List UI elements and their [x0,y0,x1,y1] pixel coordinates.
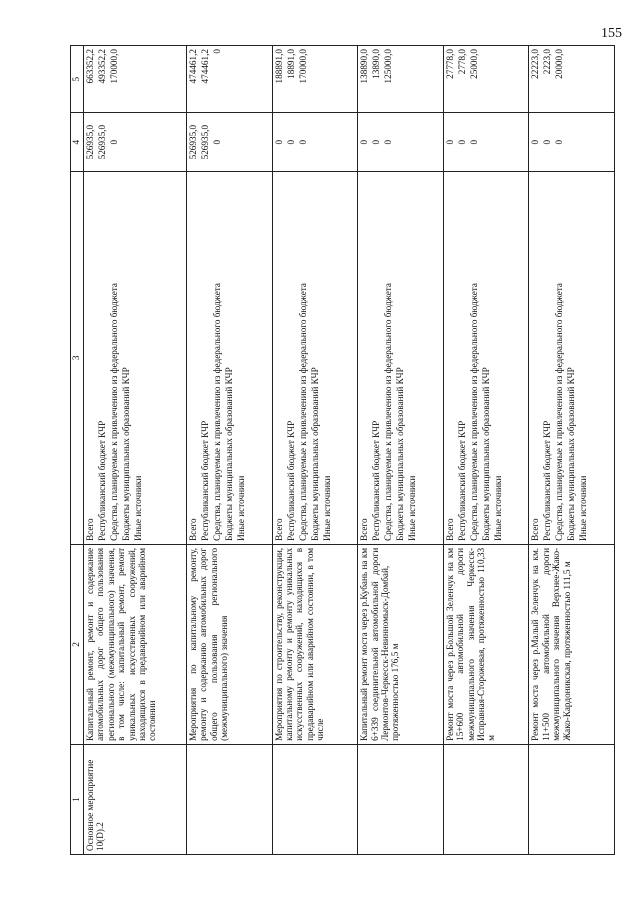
funding-source-cell-line: Средства, планируемые к привлечению из федерального бюджета [554,283,565,541]
value-col5-cell-line: 493352,2 [97,49,107,84]
funding-source-cell-line: Иные источники [235,475,246,541]
table-row [529,46,615,855]
value-col4-cell-line [224,116,236,167]
funding-source-cell [358,171,444,544]
value-col5-cell-line: 188891,0 [273,49,284,84]
value-col5-cell-line [322,49,334,109]
value-col5-cell-line [133,49,145,109]
value-col5-cell-line: 25000,0 [468,49,479,79]
value-col4-cell-line: 0 [383,139,394,145]
event-name-cell [272,744,358,854]
value-col5-cell-line [578,49,590,109]
event-name-cell: Основное мероприятие 10(D).2 [84,744,187,854]
funding-source-cell [186,171,272,544]
value-col4-cell-line: 0 [530,139,541,145]
funding-source-cell-line: Всего [187,518,198,541]
value-col4-cell [186,113,272,171]
table-row [272,46,358,855]
page-number: 155 [601,26,622,41]
funding-source-cell-line: Всего [444,518,455,541]
value-col4-cell-line: 526935,0 [85,124,95,160]
funding-source-cell [443,171,529,544]
value-col5-cell-line [407,49,419,109]
value-col5-cell-line [566,49,578,109]
funding-source-cell-line: Всего [530,518,541,541]
funding-source-cell [529,171,615,544]
value-col4-cell-line: 526935,0 [199,124,210,160]
value-col4-cell-line: 0 [273,139,284,145]
description-cell: Ремонт моста через р.Малый Зеленчук на км. 11+500 автомобильной дороги межмуниципального значения Верхнее-Жако-Жако-Кардоникская, протяженностью 111,5 м [529,544,615,744]
value-col5-cell-line: 138890,0 [359,49,370,84]
value-col4-cell-line: 0 [285,139,296,145]
value-col4-cell [272,113,358,171]
funding-source-cell-line: Бюджеты муниципальных образований КЧР [223,367,234,541]
funding-source-cell-line: Бюджеты муниципальных образований КЧР [309,367,320,541]
value-col4-cell [358,113,444,171]
value-col4-cell-line: 0 [297,139,308,145]
value-col5-cell-line: 2223,0 [542,49,553,75]
value-col4-cell-line [133,116,145,167]
funding-source-cell-line: Средства, планируемые к привлечению из федерального бюджета [383,283,394,541]
value-col5-cell-line: 663352,2 [85,49,95,84]
funding-source-cell [272,171,358,544]
value-col4-cell-line [310,116,322,167]
header-cell: 4 [71,113,84,171]
value-col5-cell [272,46,358,113]
value-col5-cell-line: 170000,0 [109,49,119,84]
value-col4-cell-line: 0 [371,139,382,145]
funding-source-cell-line: Иные источники [133,475,143,541]
value-col5-cell [443,46,529,113]
value-col4-cell-line: 0 [456,139,467,145]
value-col5-cell-line [236,49,248,109]
funding-source-cell-line: Иные источники [407,475,418,541]
value-col4-cell-line: 526935,0 [97,124,107,160]
table-row [358,46,444,855]
value-col5-cell [84,46,187,113]
value-col5-cell-line [310,49,322,109]
funding-source-cell-line: Всего [359,518,370,541]
value-col5-cell-line: 13890,0 [371,49,382,79]
funding-source-cell-line: Иные источники [492,475,503,541]
value-col4-cell-line: 0 [542,139,553,145]
header-cell: 5 [71,46,84,113]
value-col4-cell-line: 0 [109,139,119,145]
value-col4-cell-line: 0 [211,139,222,145]
funding-source-cell-line: Иные источники [578,475,589,541]
value-col5-cell-line: 27778,0 [444,49,455,79]
funding-source-cell-line: Бюджеты муниципальных образований КЧР [121,367,131,541]
value-col4-cell-line [395,116,407,167]
table-row [443,46,529,855]
description-cell: Мероприятия по строительству, реконструкции, капитальному ремонту и ремонту уникальных искусственных сооружений, находящихся в предаварийном или аварийном состоянии, в том числе [272,544,358,744]
event-name-cell [186,744,272,854]
description-cell: Ремонт моста через р.Большой Зеленчук на км 15+600 автомобильной дороги межмуниципального значения Черкесск-Исправная-Сторожевая, протяженностью 110,33 м [443,544,529,744]
budget-table [70,45,615,855]
description-cell: Капитальный ремонт, ремонт и содержание автомобильных дорог общего пользования регионального (межмуниципального) значения, в том числе: капитальный ремонт, ремонт уникальных искусственных сооружений, находящихся в предаварийном или аварийном состоянии [84,544,187,744]
header-cell: 1 [71,744,84,854]
funding-source-cell-line: Всего [273,518,284,541]
funding-source-cell-line: Республиканский бюджет КЧР [97,420,107,541]
value-col4-cell-line [407,116,419,167]
value-col4-cell-line [493,116,505,167]
description-cell: Капитальный ремонт моста через р.Кубань на км 6+339 соединительной автомобильной дороги Лермонтов-Черкесск-Невинномыск-Домбай, протяженностью 176,5 м [358,544,444,744]
value-col5-cell-line [493,49,505,109]
value-col5-cell-line: 474461,2 [187,49,198,84]
value-col5-cell-line: 170000,0 [297,49,308,84]
value-col4-cell-line: 526935,0 [187,124,198,160]
value-col4-cell-line [236,116,248,167]
value-col5-cell-line [481,49,493,109]
funding-source-cell-line: Всего [85,518,95,541]
funding-source-cell [84,171,187,544]
funding-source-cell-line: Бюджеты муниципальных образований КЧР [480,367,491,541]
event-name-cell [358,744,444,854]
funding-source-cell-line: Иные источники [321,475,332,541]
value-col5-cell [358,46,444,113]
funding-source-cell-line: Республиканский бюджет КЧР [456,420,467,541]
value-col5-cell-line: 22223,0 [530,49,541,79]
value-col5-cell [186,46,272,113]
table-row [186,46,272,855]
value-col4-cell [84,113,187,171]
event-name-cell [443,744,529,854]
value-col5-cell-line: 474461,2 [199,49,210,84]
value-col4-cell-line [578,116,590,167]
value-col4-cell-line: 0 [359,139,370,145]
value-col5-cell-line: 125000,0 [383,49,394,84]
value-col4-cell [529,113,615,171]
funding-source-cell-line: Республиканский бюджет КЧР [285,420,296,541]
value-col5-cell-line [224,49,236,109]
funding-source-cell-line: Средства, планируемые к привлечению из федерального бюджета [468,283,479,541]
funding-source-cell-line: Бюджеты муниципальных образований КЧР [395,367,406,541]
funding-source-cell-line: Республиканский бюджет КЧР [199,420,210,541]
header-row [71,46,84,855]
value-col5-cell-line: 0 [211,49,222,54]
value-col5-cell-line: 2778,0 [456,49,467,75]
value-col4-cell-line: 0 [554,139,565,145]
value-col4-cell-line: 0 [468,139,479,145]
value-col4-cell-line [322,116,334,167]
value-col5-cell [529,46,615,113]
description-cell: Мероприятия по капитальному ремонту, ремонту и содержанию автомобильных дорог общего пользования регионального (межмуниципального) значения [186,544,272,744]
header-cell: 2 [71,544,84,744]
value-col4-cell-line [481,116,493,167]
table-row [84,46,187,855]
funding-source-cell-line: Средства, планируемые к привлечению из федерального бюджета [297,283,308,541]
value-col5-cell-line [121,49,133,109]
funding-source-cell-line: Средства, планируемые к привлечению из федерального бюджета [211,283,222,541]
header-cell: 3 [71,171,84,544]
value-col4-cell-line [566,116,578,167]
funding-source-cell-line: Средства, планируемые к привлечению из федерального бюджета [109,283,119,541]
funding-source-cell-line: Республиканский бюджет КЧР [542,420,553,541]
value-col4-cell-line: 0 [444,139,455,145]
rotated-table-wrapper [70,45,615,855]
value-col5-cell-line [395,49,407,109]
funding-source-cell-line: Бюджеты муниципальных образований КЧР [566,367,577,541]
value-col5-cell-line: 20000,0 [554,49,565,79]
value-col4-cell-line [121,116,133,167]
event-name-cell [529,744,615,854]
value-col4-cell [443,113,529,171]
funding-source-cell-line: Республиканский бюджет КЧР [371,420,382,541]
value-col5-cell-line: 18891,0 [285,49,296,79]
